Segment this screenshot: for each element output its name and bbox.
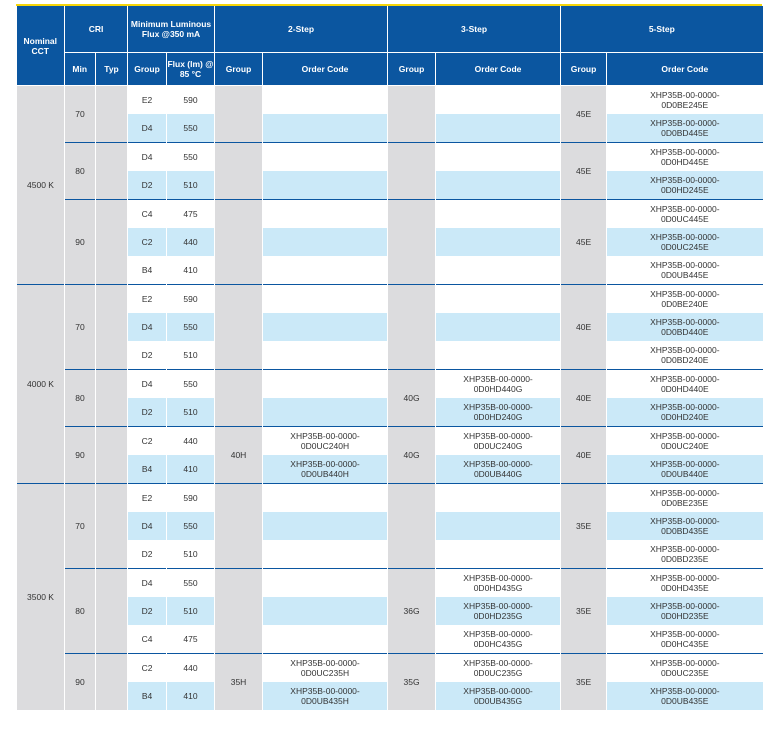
step3-order-code-cell: [436, 484, 561, 513]
step5-order-code-cell: XHP35B-00-0000- 0D0HD240E: [607, 398, 763, 427]
flux-group-cell: D4: [128, 143, 167, 172]
step2-order-code-cell: [263, 512, 388, 540]
flux-value-cell: 475: [167, 625, 215, 654]
flux-value-cell: 550: [167, 114, 215, 143]
flux-group-cell: C4: [128, 625, 167, 654]
step3-order-code-cell: [436, 86, 561, 115]
step3-order-code-cell: [436, 540, 561, 569]
step5-group-cell: 40E: [561, 370, 607, 427]
step3-group-cell: 40G: [388, 370, 436, 427]
step2-order-code-cell: [263, 484, 388, 513]
step5-order-code-cell: XHP35B-00-0000- 0D0HD440E: [607, 370, 763, 399]
step5-order-code-cell: XHP35B-00-0000- 0D0HD245E: [607, 171, 763, 200]
header-5-step-order-code: Order Code: [607, 53, 763, 86]
step2-group-cell: [215, 200, 263, 285]
header-2-step: 2-Step: [215, 6, 388, 53]
cri-typ-cell: [96, 427, 128, 484]
step2-order-code-cell: [263, 143, 388, 172]
cri-typ-cell: [96, 569, 128, 654]
step3-order-code-cell: [436, 285, 561, 314]
step5-order-code-cell: XHP35B-00-0000- 0D0BE245E: [607, 86, 763, 115]
step2-order-code-cell: [263, 398, 388, 427]
flux-value-cell: 440: [167, 228, 215, 256]
step2-group-cell: [215, 569, 263, 654]
step2-group-cell: [215, 370, 263, 427]
step3-order-code-cell: [436, 200, 561, 229]
cri-min-cell: 80: [65, 143, 96, 200]
flux-value-cell: 475: [167, 200, 215, 229]
step5-order-code-cell: XHP35B-00-0000- 0D0UC445E: [607, 200, 763, 229]
cri-typ-cell: [96, 86, 128, 143]
header-cri: CRI: [65, 6, 128, 53]
flux-value-cell: 510: [167, 540, 215, 569]
flux-group-cell: B4: [128, 256, 167, 285]
flux-group-cell: B4: [128, 455, 167, 484]
step2-order-code-cell: [263, 625, 388, 654]
step2-order-code-cell: [263, 540, 388, 569]
cri-min-cell: 70: [65, 285, 96, 370]
step2-order-code-cell: [263, 256, 388, 285]
flux-group-cell: C2: [128, 427, 167, 456]
step5-order-code-cell: XHP35B-00-0000- 0D0BD435E: [607, 512, 763, 540]
step2-group-cell: 40H: [215, 427, 263, 484]
step5-order-code-cell: XHP35B-00-0000- 0D0BD240E: [607, 341, 763, 370]
step3-group-cell: 35G: [388, 654, 436, 711]
flux-value-cell: 590: [167, 86, 215, 115]
table-row: [17, 86, 763, 115]
step2-order-code-cell: [263, 597, 388, 625]
header-2-step-group: Group: [215, 53, 263, 86]
step5-group-cell: 45E: [561, 86, 607, 143]
step5-order-code-cell: XHP35B-00-0000- 0D0BD445E: [607, 114, 763, 143]
step2-order-code-cell: [263, 285, 388, 314]
flux-value-cell: 550: [167, 313, 215, 341]
step5-order-code-cell: XHP35B-00-0000- 0D0UC245E: [607, 228, 763, 256]
cri-min-cell: 90: [65, 654, 96, 711]
step2-group-cell: 35H: [215, 654, 263, 711]
step2-group-cell: [215, 484, 263, 569]
flux-value-cell: 550: [167, 569, 215, 598]
flux-value-cell: 550: [167, 143, 215, 172]
cri-min-cell: 90: [65, 427, 96, 484]
step3-order-code-cell: XHP35B-00-0000- 0D0HD235G: [436, 597, 561, 625]
flux-group-cell: D2: [128, 341, 167, 370]
flux-group-cell: E2: [128, 484, 167, 513]
cri-min-cell: 80: [65, 569, 96, 654]
header-group: Group: [128, 53, 167, 86]
cri-typ-cell: [96, 200, 128, 285]
header-3-step-order-code: Order Code: [436, 53, 561, 86]
step3-group-cell: [388, 86, 436, 143]
table-row: [17, 569, 763, 598]
flux-group-cell: E2: [128, 285, 167, 314]
step5-order-code-cell: XHP35B-00-0000- 0D0UB435E: [607, 682, 763, 710]
order-code-table: [16, 6, 763, 710]
step3-order-code-cell: [436, 256, 561, 285]
step3-order-code-cell: XHP35B-00-0000- 0D0HD435G: [436, 569, 561, 598]
table-row: [17, 654, 763, 683]
step5-order-code-cell: XHP35B-00-0000- 0D0BD235E: [607, 540, 763, 569]
step2-order-code-cell: [263, 313, 388, 341]
table-row: [17, 285, 763, 314]
table-row: [17, 200, 763, 229]
header-flux: Flux (lm) @ 85 °C: [167, 53, 215, 86]
step2-order-code-cell: [263, 200, 388, 229]
step5-order-code-cell: XHP35B-00-0000- 0D0HD445E: [607, 143, 763, 172]
step5-order-code-cell: XHP35B-00-0000- 0D0HC435E: [607, 625, 763, 654]
header-min-flux: Minimum Luminous Flux @350 mA: [128, 6, 215, 53]
step5-group-cell: 45E: [561, 200, 607, 285]
flux-group-cell: D4: [128, 114, 167, 143]
step2-order-code-cell: [263, 228, 388, 256]
table-body: [17, 86, 763, 711]
flux-group-cell: D4: [128, 370, 167, 399]
cri-min-cell: 70: [65, 484, 96, 569]
step2-order-code-cell: [263, 114, 388, 143]
step3-order-code-cell: [436, 512, 561, 540]
step3-order-code-cell: XHP35B-00-0000- 0D0UC235G: [436, 654, 561, 683]
header-3-step: 3-Step: [388, 6, 561, 53]
step2-group-cell: [215, 143, 263, 200]
step2-order-code-cell: [263, 86, 388, 115]
step5-order-code-cell: XHP35B-00-0000- 0D0UB440E: [607, 455, 763, 484]
step5-order-code-cell: XHP35B-00-0000- 0D0HD435E: [607, 569, 763, 598]
table-row: [17, 370, 763, 399]
step3-order-code-cell: [436, 341, 561, 370]
flux-group-cell: E2: [128, 86, 167, 115]
flux-group-cell: C2: [128, 654, 167, 683]
flux-group-cell: D4: [128, 313, 167, 341]
flux-group-cell: D4: [128, 569, 167, 598]
step3-order-code-cell: [436, 143, 561, 172]
header-nominal-cct: Nominal CCT: [17, 6, 65, 86]
step2-order-code-cell: XHP35B-00-0000- 0D0UB440H: [263, 455, 388, 484]
header-typ: Typ: [96, 53, 128, 86]
header-5-step-group: Group: [561, 53, 607, 86]
step5-order-code-cell: XHP35B-00-0000- 0D0UB445E: [607, 256, 763, 285]
step3-order-code-cell: [436, 313, 561, 341]
cri-typ-cell: [96, 285, 128, 370]
cri-min-cell: 80: [65, 370, 96, 427]
cri-typ-cell: [96, 370, 128, 427]
flux-group-cell: C2: [128, 228, 167, 256]
step3-order-code-cell: XHP35B-00-0000- 0D0UB440G: [436, 455, 561, 484]
step5-group-cell: 35E: [561, 569, 607, 654]
flux-group-cell: D2: [128, 540, 167, 569]
step2-order-code-cell: XHP35B-00-0000- 0D0UC235H: [263, 654, 388, 683]
step2-order-code-cell: [263, 370, 388, 399]
flux-value-cell: 510: [167, 341, 215, 370]
step3-order-code-cell: [436, 228, 561, 256]
step2-order-code-cell: [263, 171, 388, 200]
step3-order-code-cell: XHP35B-00-0000- 0D0UB435G: [436, 682, 561, 710]
cri-typ-cell: [96, 654, 128, 711]
step5-group-cell: 35E: [561, 654, 607, 711]
cri-typ-cell: [96, 484, 128, 569]
header-5-step: 5-Step: [561, 6, 763, 53]
step3-group-cell: [388, 285, 436, 370]
step5-order-code-cell: XHP35B-00-0000- 0D0BD440E: [607, 313, 763, 341]
flux-value-cell: 510: [167, 597, 215, 625]
step3-group-cell: 36G: [388, 569, 436, 654]
flux-value-cell: 410: [167, 256, 215, 285]
step5-order-code-cell: XHP35B-00-0000- 0D0BE235E: [607, 484, 763, 513]
header-2-step-order-code: Order Code: [263, 53, 388, 86]
flux-value-cell: 590: [167, 484, 215, 513]
step3-group-cell: [388, 143, 436, 200]
flux-value-cell: 590: [167, 285, 215, 314]
step3-order-code-cell: XHP35B-00-0000- 0D0HC435G: [436, 625, 561, 654]
header-3-step-group: Group: [388, 53, 436, 86]
step5-group-cell: 45E: [561, 143, 607, 200]
step5-order-code-cell: XHP35B-00-0000- 0D0UC240E: [607, 427, 763, 456]
flux-group-cell: D2: [128, 171, 167, 200]
step5-group-cell: 40E: [561, 427, 607, 484]
flux-value-cell: 550: [167, 512, 215, 540]
step3-order-code-cell: [436, 171, 561, 200]
table-row: [17, 427, 763, 456]
cct-cell: 3500 K: [17, 484, 65, 711]
cct-cell: 4500 K: [17, 86, 65, 285]
step2-order-code-cell: [263, 341, 388, 370]
cri-min-cell: 70: [65, 86, 96, 143]
flux-value-cell: 440: [167, 654, 215, 683]
step5-order-code-cell: XHP35B-00-0000- 0D0BE240E: [607, 285, 763, 314]
step3-group-cell: [388, 484, 436, 569]
step5-group-cell: 40E: [561, 285, 607, 370]
step3-order-code-cell: XHP35B-00-0000- 0D0UC240G: [436, 427, 561, 456]
table-row: [17, 484, 763, 513]
flux-group-cell: B4: [128, 682, 167, 710]
step3-group-cell: 40G: [388, 427, 436, 484]
table-row: [17, 143, 763, 172]
step2-order-code-cell: XHP35B-00-0000- 0D0UB435H: [263, 682, 388, 710]
header-min: Min: [65, 53, 96, 86]
step3-order-code-cell: [436, 114, 561, 143]
flux-value-cell: 410: [167, 682, 215, 710]
step2-group-cell: [215, 86, 263, 143]
flux-group-cell: D4: [128, 512, 167, 540]
step3-group-cell: [388, 200, 436, 285]
flux-group-cell: C4: [128, 200, 167, 229]
flux-group-cell: D2: [128, 398, 167, 427]
step3-order-code-cell: XHP35B-00-0000- 0D0HD240G: [436, 398, 561, 427]
step3-order-code-cell: XHP35B-00-0000- 0D0HD440G: [436, 370, 561, 399]
flux-value-cell: 440: [167, 427, 215, 456]
cct-cell: 4000 K: [17, 285, 65, 484]
flux-value-cell: 550: [167, 370, 215, 399]
cri-typ-cell: [96, 143, 128, 200]
flux-group-cell: D2: [128, 597, 167, 625]
step5-group-cell: 35E: [561, 484, 607, 569]
flux-value-cell: 510: [167, 171, 215, 200]
flux-value-cell: 410: [167, 455, 215, 484]
step2-order-code-cell: [263, 569, 388, 598]
step2-group-cell: [215, 285, 263, 370]
step5-order-code-cell: XHP35B-00-0000- 0D0HD235E: [607, 597, 763, 625]
step2-order-code-cell: XHP35B-00-0000- 0D0UC240H: [263, 427, 388, 456]
cri-min-cell: 90: [65, 200, 96, 285]
flux-value-cell: 510: [167, 398, 215, 427]
step5-order-code-cell: XHP35B-00-0000- 0D0UC235E: [607, 654, 763, 683]
